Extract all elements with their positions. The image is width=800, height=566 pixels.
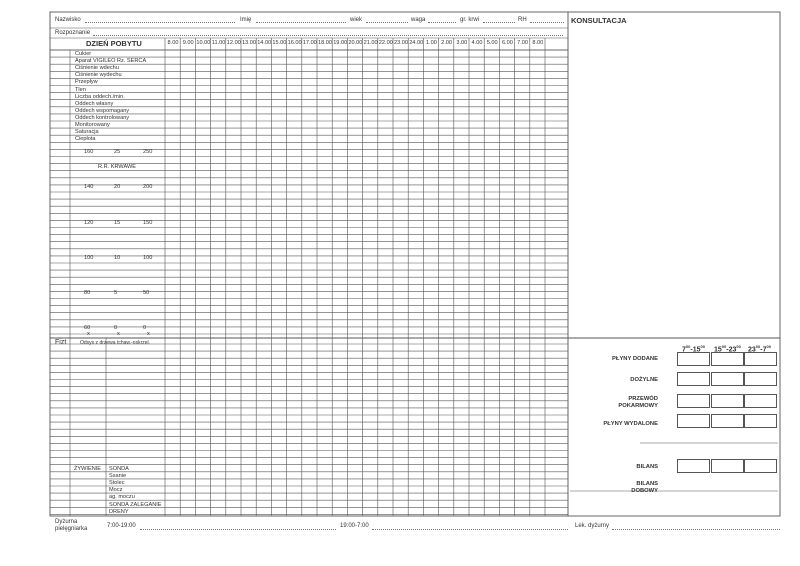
- rh-label: RH: [518, 17, 527, 23]
- hour-label: 1.00: [425, 40, 437, 46]
- row-label: Tlen: [75, 86, 86, 93]
- plyny-dodane-label: PŁYNY DODANE: [612, 356, 658, 362]
- fluid-input-box[interactable]: [744, 372, 777, 386]
- hour-label: 14.00: [257, 40, 272, 46]
- fizt-label: Fizt: [55, 339, 67, 346]
- fluid-input-box[interactable]: [677, 352, 710, 366]
- row-label: Cukier: [75, 51, 92, 57]
- pielegniarka-label: pielęgniarka: [55, 526, 88, 532]
- shift1-label: 7:00-19:00: [107, 523, 136, 529]
- imie-label: Imię: [240, 17, 252, 23]
- scale-value: 100: [84, 255, 94, 261]
- pokarmowy-label: POKARMOWY: [618, 403, 658, 409]
- bottom-row-label: SONDA: [109, 466, 129, 472]
- scale-value: 10: [114, 255, 121, 261]
- konsultacja-label: KONSULTACJA: [571, 16, 627, 25]
- shift-header-part: 00: [766, 344, 771, 349]
- hour-label: 13.00: [242, 40, 256, 46]
- shift-header-part: 00: [755, 344, 761, 349]
- hour-label: 19.00: [333, 40, 348, 46]
- lek-dyzurny-label: Lek. dyżurny: [575, 523, 610, 529]
- hour-label: 7.00: [517, 40, 529, 46]
- waga-field[interactable]: [428, 22, 456, 23]
- zywienie-label: ŻYWIENIE: [74, 466, 102, 472]
- shift-header-part: 7: [682, 346, 686, 354]
- scale-value: 80: [84, 290, 91, 296]
- shift-header-part: 15: [714, 346, 722, 354]
- scale-value: 50: [143, 290, 150, 296]
- shift-header-part: -7: [760, 346, 767, 354]
- hour-label: 8.00: [532, 40, 544, 46]
- shift2-field[interactable]: [372, 529, 568, 530]
- scale-value: 120: [84, 220, 94, 226]
- scale-value: 5: [114, 290, 118, 296]
- shift-header-part: 00: [685, 344, 691, 349]
- scale-value: 60: [84, 325, 91, 331]
- hour-label: 5.00: [486, 40, 498, 46]
- scale-value: 140: [84, 184, 94, 190]
- shift-header-part: 00: [700, 344, 705, 349]
- lek-dyzurny-field[interactable]: [612, 529, 780, 530]
- bilans-dobowy-label-1: BILANS: [636, 481, 658, 487]
- row-label: Przepływ: [75, 79, 98, 86]
- scale-value: 15: [114, 220, 121, 226]
- scale-value: 200: [143, 184, 153, 190]
- hour-label: 2.00: [441, 40, 453, 46]
- przewod-label: PRZEWÓD: [628, 396, 658, 402]
- fluid-input-box[interactable]: [677, 372, 710, 386]
- scale-value: 150: [143, 220, 153, 226]
- hour-label: 23.00: [394, 40, 408, 46]
- scale-value: 100: [143, 255, 153, 261]
- hour-label: 3.00: [456, 40, 468, 46]
- odsysanie-label: Odsys z drzewa tchaw.-oskrzel.: [80, 340, 151, 346]
- rozpoznanie-label: Rozpoznanie: [55, 30, 91, 36]
- fluid-input-box[interactable]: [711, 414, 744, 428]
- gr-krwi-label: gr. krwi: [460, 17, 480, 23]
- fluid-input-box[interactable]: [677, 414, 710, 428]
- cross-3: x: [147, 331, 150, 337]
- row-label: Liczba oddech./min.: [75, 93, 125, 100]
- bilans-dobowy-label-2: DOBOWY: [631, 488, 658, 494]
- dozylne-label: DOŻYLNE: [630, 377, 658, 383]
- scale-value: 250: [143, 149, 153, 155]
- fluid-input-box[interactable]: [711, 372, 744, 386]
- dzien-pobytu-label: DZIEŃ POBYTU: [86, 39, 142, 48]
- scale-value: 25: [114, 149, 121, 155]
- hour-label: 22.00: [378, 40, 393, 46]
- hour-label: 4.00: [471, 40, 483, 46]
- dyzurna-label: Dyżurna: [55, 519, 78, 525]
- bilans-label: BILANS: [636, 464, 658, 470]
- row-label: Ciepłota: [75, 136, 96, 143]
- nazwisko-field[interactable]: [85, 22, 235, 23]
- wiek-field[interactable]: [366, 22, 408, 23]
- shift-header-part: -15: [690, 346, 701, 354]
- cross-2: x: [117, 331, 120, 337]
- row-label: Ciśnienie wdechu: [75, 65, 119, 72]
- hour-label: 12.00: [226, 40, 241, 46]
- fluid-input-box[interactable]: [677, 394, 710, 408]
- scale-value: 0: [114, 325, 118, 331]
- row-label: Oddech kontrolowany: [75, 114, 130, 121]
- row-label: Ciśnienie wydechu: [75, 72, 122, 79]
- row-label: Monitorowany: [75, 122, 110, 128]
- hour-label: 9.00: [182, 40, 194, 46]
- bottom-row-label: Stolec: [109, 480, 125, 487]
- fluid-input-box[interactable]: [744, 459, 777, 473]
- hour-label: 15.00: [272, 40, 287, 46]
- fluid-input-box[interactable]: [744, 414, 777, 428]
- fluid-input-box[interactable]: [744, 352, 777, 366]
- bottom-row-label: DRENY: [109, 508, 129, 515]
- shift2-label: 19:00-7:00: [340, 523, 369, 529]
- shift-header-part: -23: [726, 346, 737, 354]
- cross-1: x: [87, 331, 90, 337]
- waga-label: waga: [411, 17, 426, 23]
- fluid-input-box[interactable]: [711, 459, 744, 473]
- scale-value: 0: [143, 325, 147, 331]
- shift-header-part: 00: [736, 344, 741, 349]
- fluid-input-box[interactable]: [711, 352, 744, 366]
- shift1-field[interactable]: [140, 529, 336, 530]
- fluid-input-box[interactable]: [711, 394, 744, 408]
- hour-label: 17.00: [302, 40, 317, 46]
- rozpoznanie-field[interactable]: [93, 35, 563, 36]
- fluid-input-box[interactable]: [677, 459, 710, 473]
- hour-label: 10.00: [196, 40, 211, 46]
- row-label: Oddech własny: [75, 100, 114, 107]
- plyny-wydalone-label: PŁYNY WYDALONE: [603, 421, 658, 427]
- shift-header-part: 23: [748, 346, 756, 354]
- nazwisko-label: Nazwisko: [55, 17, 81, 23]
- imie-field[interactable]: [256, 22, 346, 23]
- gr-krwi-field[interactable]: [483, 22, 515, 23]
- bottom-row-label: Ssanie: [109, 473, 127, 480]
- row-label: Aparat VIGILEO Rz. SERCA: [75, 58, 147, 65]
- hour-label: 11.00: [211, 40, 226, 46]
- wiek-label: wiek: [350, 17, 363, 23]
- bottom-row-label: ag. moczu: [109, 494, 135, 501]
- bottom-row-label: Mocz: [109, 487, 123, 494]
- scale-value: 160: [84, 149, 94, 155]
- fluid-input-box[interactable]: [744, 394, 777, 408]
- hour-label: 21.00: [363, 40, 378, 46]
- row-label: Oddech wspomagany: [75, 107, 130, 114]
- bottom-row-label: SONDA ZALEGANIE: [109, 501, 162, 508]
- row-label: Saturacja: [75, 129, 99, 136]
- scale-value: 20: [114, 184, 121, 190]
- shift-header-part: 00: [721, 344, 727, 349]
- rh-field[interactable]: [530, 22, 564, 23]
- hour-label: 18.00: [318, 40, 332, 46]
- hour-label: 20.00: [348, 40, 363, 46]
- hour-label: 8.00: [167, 40, 179, 46]
- hour-label: 6.00: [501, 40, 513, 46]
- hour-label: 24.00: [409, 40, 424, 46]
- rr-krwawe-label: R.R. KRWAWE: [98, 164, 137, 170]
- hour-label: 16.00: [287, 40, 302, 46]
